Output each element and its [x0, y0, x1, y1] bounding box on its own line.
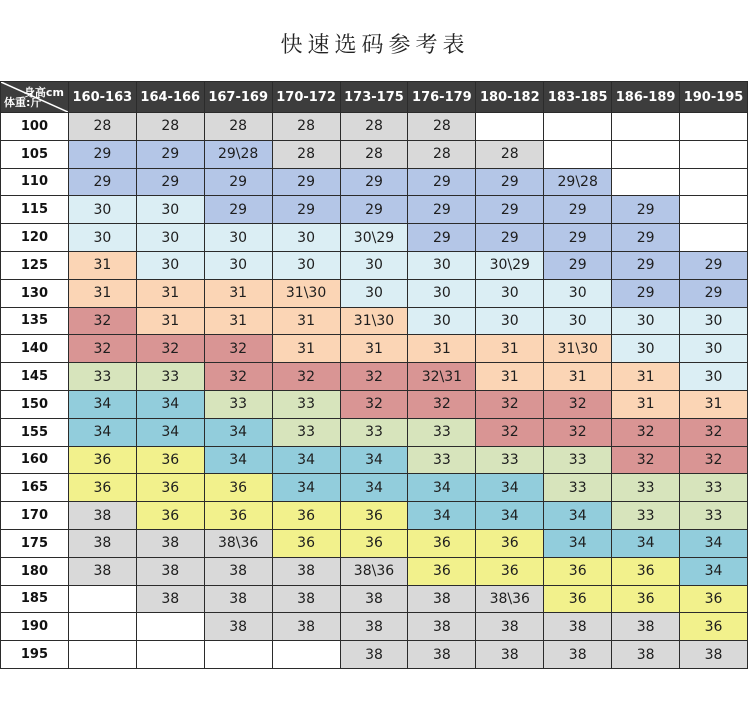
size-cell: [680, 168, 748, 196]
size-cell: 34: [680, 529, 748, 557]
size-chart-table: [0, 81, 748, 669]
weight-row-header: 190: [1, 613, 69, 641]
size-cell: 36: [136, 446, 204, 474]
size-cell: 34: [68, 418, 136, 446]
size-cell: [272, 641, 340, 669]
size-cell: 38: [544, 613, 612, 641]
size-cell: 30: [680, 335, 748, 363]
size-cell: 38: [340, 585, 408, 613]
size-cell: 30: [136, 251, 204, 279]
size-cell: 33: [272, 418, 340, 446]
size-cell: 32: [68, 335, 136, 363]
weight-row-header: 155: [1, 418, 69, 446]
height-axis-label: 身高cm: [23, 86, 64, 99]
size-cell: 30: [544, 307, 612, 335]
weight-row-header: 110: [1, 168, 69, 196]
size-cell: 38: [408, 641, 476, 669]
size-cell: 38: [340, 641, 408, 669]
size-cell: 36: [272, 529, 340, 557]
table-row: [1, 140, 748, 168]
weight-row-header: 180: [1, 557, 69, 585]
size-cell: 34: [544, 502, 612, 530]
weight-axis-label: 体重:斤: [4, 96, 42, 109]
size-cell: 32: [544, 390, 612, 418]
size-cell: 31: [272, 307, 340, 335]
size-cell: 31: [136, 307, 204, 335]
size-cell: 30: [68, 196, 136, 224]
size-cell: 31\30: [272, 279, 340, 307]
height-column-header: 186-189: [612, 82, 680, 113]
height-column-header: 180-182: [476, 82, 544, 113]
size-cell: 34: [340, 446, 408, 474]
size-cell: 30: [340, 279, 408, 307]
size-cell: 30: [612, 335, 680, 363]
size-cell: 31: [408, 335, 476, 363]
size-cell: 38\36: [340, 557, 408, 585]
table-row: [1, 613, 748, 641]
height-column-header: 167-169: [204, 82, 272, 113]
size-cell: 32: [68, 307, 136, 335]
size-cell: 36: [204, 502, 272, 530]
size-cell: 31\30: [544, 335, 612, 363]
size-cell: 29: [544, 224, 612, 252]
size-cell: 30: [680, 307, 748, 335]
weight-row-header: 195: [1, 641, 69, 669]
size-cell: 36: [612, 585, 680, 613]
size-cell: 38\36: [476, 585, 544, 613]
table-row: [1, 585, 748, 613]
size-cell: 30\29: [340, 224, 408, 252]
size-cell: 31: [68, 279, 136, 307]
size-cell: 33: [680, 474, 748, 502]
size-cell: 32: [476, 418, 544, 446]
table-row: [1, 279, 748, 307]
size-cell: 32: [680, 418, 748, 446]
size-cell: [680, 224, 748, 252]
size-cell: 29: [612, 196, 680, 224]
size-cell: 29: [272, 196, 340, 224]
height-column-header: 173-175: [340, 82, 408, 113]
size-cell: 33: [204, 390, 272, 418]
size-cell: 29: [476, 224, 544, 252]
size-cell: 30: [612, 307, 680, 335]
size-cell: 29: [68, 168, 136, 196]
size-cell: 38: [544, 641, 612, 669]
size-cell: 30: [408, 251, 476, 279]
size-cell: 32: [612, 446, 680, 474]
size-cell: 34: [408, 474, 476, 502]
size-cell: 36: [612, 557, 680, 585]
table-row: [1, 196, 748, 224]
page-title: 快速选码参考表: [280, 33, 470, 58]
size-cell: 32: [136, 335, 204, 363]
size-cell: 29: [340, 168, 408, 196]
height-column-header: 190-195: [680, 82, 748, 113]
size-cell: 33: [340, 418, 408, 446]
size-cell: 36: [680, 613, 748, 641]
weight-row-header: 135: [1, 307, 69, 335]
table-row: [1, 557, 748, 585]
size-cell: 30: [476, 307, 544, 335]
size-cell: 38: [204, 585, 272, 613]
size-cell: [680, 140, 748, 168]
weight-row-header: 105: [1, 140, 69, 168]
table-row: [1, 502, 748, 530]
size-cell: 36: [340, 529, 408, 557]
weight-row-header: 160: [1, 446, 69, 474]
size-cell: 36: [408, 557, 476, 585]
height-column-header: 176-179: [408, 82, 476, 113]
size-cell: 28: [68, 113, 136, 141]
size-cell: 33: [544, 446, 612, 474]
size-cell: [612, 113, 680, 141]
size-cell: 32: [544, 418, 612, 446]
size-cell: [68, 641, 136, 669]
size-cell: 34: [272, 474, 340, 502]
size-cell: 31: [68, 251, 136, 279]
size-cell: 38: [272, 557, 340, 585]
size-cell: 38: [408, 613, 476, 641]
weight-row-header: 120: [1, 224, 69, 252]
size-cell: 29: [340, 196, 408, 224]
size-cell: 34: [544, 529, 612, 557]
size-cell: 32: [204, 363, 272, 391]
size-cell: 38: [612, 613, 680, 641]
weight-row-header: 125: [1, 251, 69, 279]
size-cell: [204, 641, 272, 669]
size-cell: 29: [136, 168, 204, 196]
table-row: [1, 446, 748, 474]
weight-row-header: 150: [1, 390, 69, 418]
size-cell: 34: [612, 529, 680, 557]
size-cell: 28: [408, 140, 476, 168]
height-column-header: 164-166: [136, 82, 204, 113]
size-cell: 30: [272, 224, 340, 252]
weight-row-header: 130: [1, 279, 69, 307]
size-cell: 36: [680, 585, 748, 613]
table-row: [1, 529, 748, 557]
size-cell: 34: [136, 418, 204, 446]
size-cell: 31: [476, 363, 544, 391]
table-row: [1, 113, 748, 141]
table-row: [1, 390, 748, 418]
size-cell: 33: [136, 363, 204, 391]
size-cell: [612, 140, 680, 168]
weight-row-header: 145: [1, 363, 69, 391]
size-cell: 38\36: [204, 529, 272, 557]
table-row: [1, 363, 748, 391]
size-cell: 31: [204, 279, 272, 307]
size-cell: 31: [680, 390, 748, 418]
size-cell: 38: [68, 502, 136, 530]
size-cell: 28: [476, 140, 544, 168]
size-cell: [476, 113, 544, 141]
size-cell: 33: [544, 474, 612, 502]
size-cell: 28: [340, 140, 408, 168]
size-cell: [544, 140, 612, 168]
size-cell: 30: [408, 307, 476, 335]
size-cell: 36: [68, 446, 136, 474]
size-cell: 36: [340, 502, 408, 530]
size-cell: 30: [272, 251, 340, 279]
size-cell: 38: [408, 585, 476, 613]
size-cell: 31: [272, 335, 340, 363]
size-cell: 33: [680, 502, 748, 530]
size-cell: 30: [68, 224, 136, 252]
size-cell: 36: [476, 529, 544, 557]
table-body: [1, 113, 748, 669]
weight-row-header: 100: [1, 113, 69, 141]
size-cell: 29: [680, 279, 748, 307]
size-cell: 29: [136, 140, 204, 168]
weight-row-header: 165: [1, 474, 69, 502]
size-cell: 29: [204, 168, 272, 196]
size-cell: 32: [340, 390, 408, 418]
height-column-header: 160-163: [68, 82, 136, 113]
size-cell: 31: [340, 335, 408, 363]
size-cell: 30: [204, 224, 272, 252]
size-cell: 33: [272, 390, 340, 418]
height-column-header: 170-172: [272, 82, 340, 113]
size-cell: 33: [476, 446, 544, 474]
size-cell: 36: [544, 557, 612, 585]
size-cell: 30\29: [476, 251, 544, 279]
size-cell: [544, 113, 612, 141]
size-cell: 28: [136, 113, 204, 141]
table-row: [1, 335, 748, 363]
size-cell: 31: [476, 335, 544, 363]
size-cell: 29\28: [544, 168, 612, 196]
table-row: [1, 251, 748, 279]
size-cell: 32: [272, 363, 340, 391]
weight-row-header: 175: [1, 529, 69, 557]
size-cell: 36: [136, 474, 204, 502]
size-cell: 28: [272, 140, 340, 168]
size-cell: 33: [612, 502, 680, 530]
size-cell: 31: [544, 363, 612, 391]
size-cell: 38: [680, 641, 748, 669]
size-cell: 36: [476, 557, 544, 585]
size-cell: 33: [408, 446, 476, 474]
size-cell: 32: [340, 363, 408, 391]
size-cell: 29: [476, 168, 544, 196]
corner-header-cell: [1, 82, 69, 113]
size-cell: [136, 613, 204, 641]
table-row: [1, 474, 748, 502]
size-cell: 28: [408, 113, 476, 141]
size-cell: 36: [136, 502, 204, 530]
size-cell: 29: [476, 196, 544, 224]
size-cell: 36: [68, 474, 136, 502]
size-cell: [680, 196, 748, 224]
size-cell: 32: [476, 390, 544, 418]
size-cell: 29: [272, 168, 340, 196]
size-cell: 29: [612, 279, 680, 307]
size-cell: 30: [136, 196, 204, 224]
size-cell: 30: [544, 279, 612, 307]
weight-row-header: 115: [1, 196, 69, 224]
size-cell: [136, 641, 204, 669]
size-cell: 34: [204, 446, 272, 474]
size-cell: 38: [272, 585, 340, 613]
size-cell: 34: [340, 474, 408, 502]
size-cell: 29: [544, 196, 612, 224]
size-cell: 34: [476, 474, 544, 502]
size-cell: 33: [612, 474, 680, 502]
size-cell: 30: [408, 279, 476, 307]
size-cell: 31: [204, 307, 272, 335]
size-cell: 29: [408, 196, 476, 224]
size-cell: 38: [136, 557, 204, 585]
size-cell: 32: [204, 335, 272, 363]
weight-row-header: 170: [1, 502, 69, 530]
size-cell: 31: [612, 390, 680, 418]
size-cell: 32: [612, 418, 680, 446]
table-row: [1, 224, 748, 252]
size-cell: 33: [68, 363, 136, 391]
size-cell: 38: [476, 613, 544, 641]
table-header: [1, 82, 748, 113]
size-cell: 28: [204, 113, 272, 141]
size-cell: 31\30: [340, 307, 408, 335]
size-cell: 29: [68, 140, 136, 168]
size-cell: 38: [476, 641, 544, 669]
height-column-header: 183-185: [544, 82, 612, 113]
size-cell: 38: [204, 557, 272, 585]
size-cell: 34: [204, 418, 272, 446]
size-cell: 32\31: [408, 363, 476, 391]
size-cell: 29: [544, 251, 612, 279]
size-cell: 36: [544, 585, 612, 613]
size-cell: 38: [204, 613, 272, 641]
size-cell: 36: [272, 502, 340, 530]
size-cell: 29\28: [204, 140, 272, 168]
table-row: [1, 641, 748, 669]
size-cell: 32: [408, 390, 476, 418]
size-cell: 38: [272, 613, 340, 641]
size-cell: 28: [340, 113, 408, 141]
size-cell: 30: [136, 224, 204, 252]
size-cell: 29: [680, 251, 748, 279]
size-cell: 30: [476, 279, 544, 307]
size-cell: 34: [680, 557, 748, 585]
size-cell: 34: [272, 446, 340, 474]
size-cell: [68, 613, 136, 641]
size-cell: 28: [272, 113, 340, 141]
size-cell: 33: [408, 418, 476, 446]
size-cell: 31: [136, 279, 204, 307]
weight-row-header: 140: [1, 335, 69, 363]
weight-row-header: 185: [1, 585, 69, 613]
size-cell: 38: [136, 529, 204, 557]
size-cell: 38: [68, 557, 136, 585]
size-cell: 29: [408, 168, 476, 196]
size-cell: 30: [204, 251, 272, 279]
size-cell: 38: [68, 529, 136, 557]
size-cell: 36: [204, 474, 272, 502]
header-row: [1, 82, 748, 113]
table-row: [1, 168, 748, 196]
size-cell: 29: [408, 224, 476, 252]
size-cell: 36: [408, 529, 476, 557]
size-cell: 34: [136, 390, 204, 418]
size-cell: 29: [204, 196, 272, 224]
size-cell: 38: [340, 613, 408, 641]
size-cell: 31: [612, 363, 680, 391]
size-cell: 34: [68, 390, 136, 418]
size-cell: 38: [612, 641, 680, 669]
size-cell: 34: [476, 502, 544, 530]
size-cell: 32: [680, 446, 748, 474]
table-row: [1, 418, 748, 446]
table-row: [1, 307, 748, 335]
size-cell: 30: [680, 363, 748, 391]
size-cell: [68, 585, 136, 613]
size-cell: 29: [612, 251, 680, 279]
size-cell: 29: [612, 224, 680, 252]
size-cell: 30: [340, 251, 408, 279]
size-cell: [612, 168, 680, 196]
size-cell: 34: [408, 502, 476, 530]
size-cell: 38: [136, 585, 204, 613]
size-cell: [680, 113, 748, 141]
